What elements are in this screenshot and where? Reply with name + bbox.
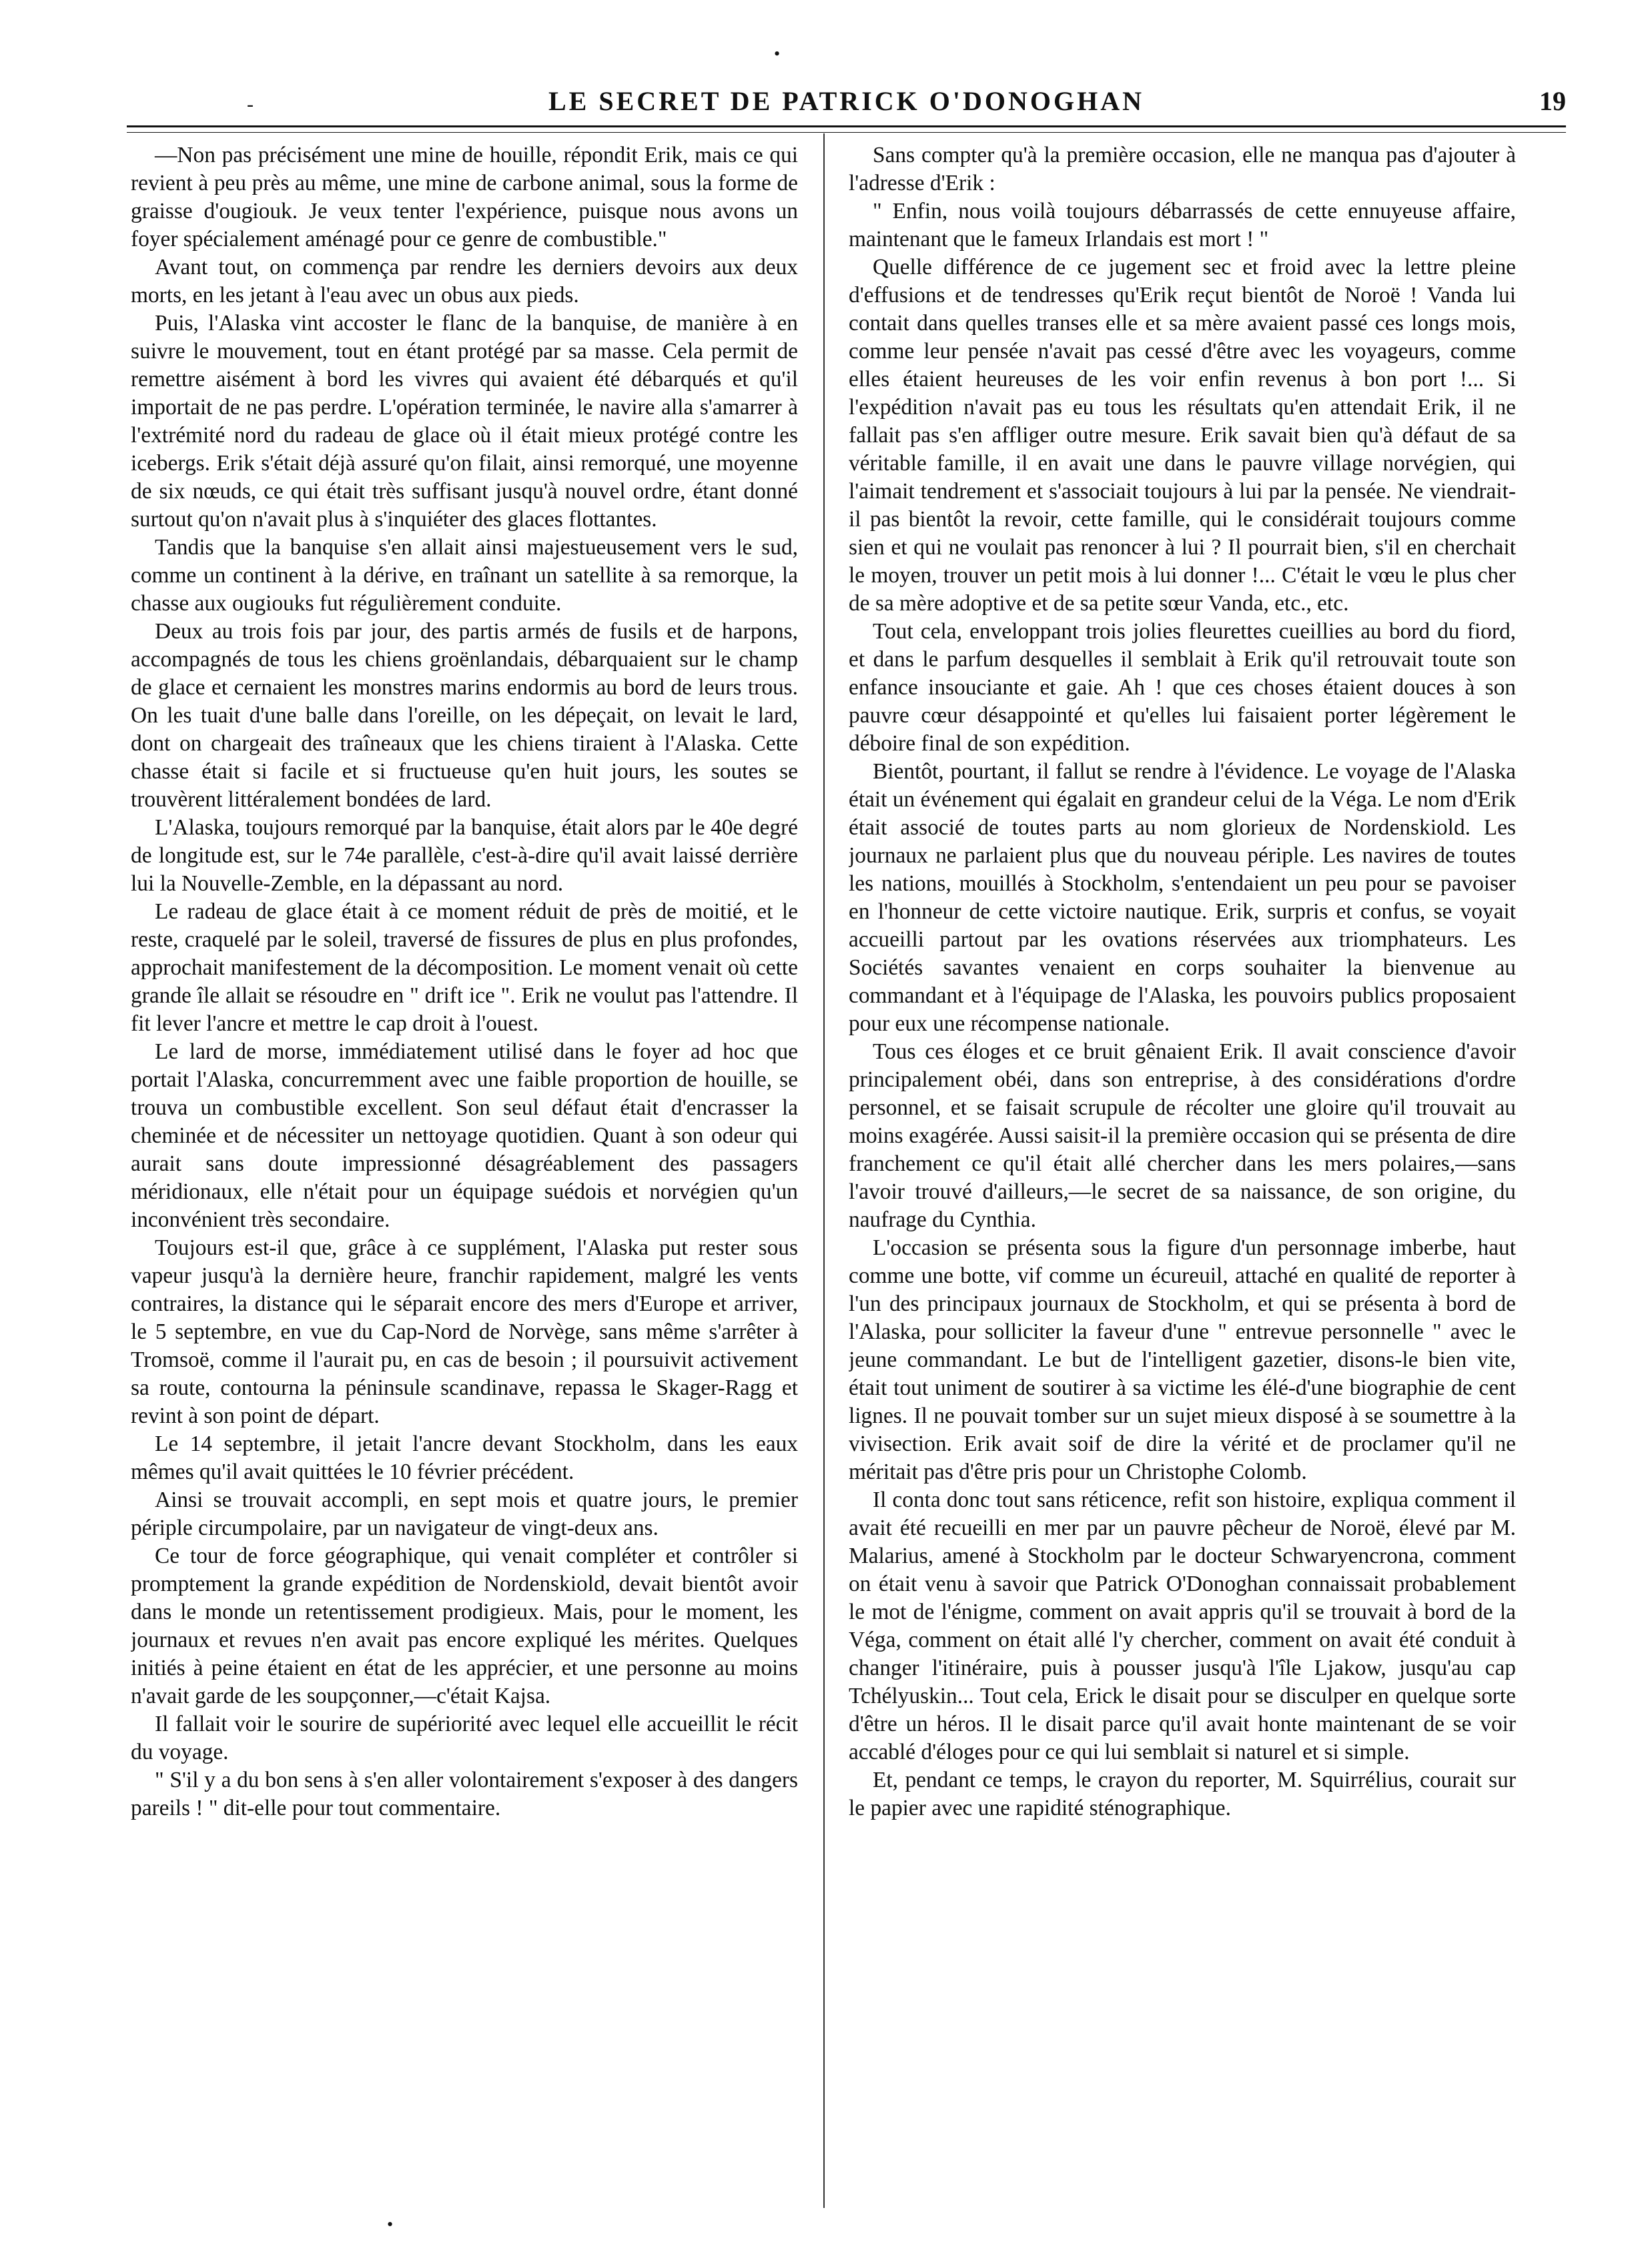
paragraph: L'Alaska, toujours remorqué par la banquise, était alors par le 40e degré de longitude est, sur le 74e parallèle, c'est-à-dire qu'il avait laissé derrière lui la Nouvelle-Zemble, en la dépassant au nord. (131, 815, 798, 896)
header-rule-thick (127, 125, 1566, 127)
paragraph: " S'il y a du bon sens à s'en aller volontairement s'exposer à des dangers pareils ! " dit-elle pour tout commentaire. (131, 1768, 798, 1820)
paragraph: Quelle différence de ce jugement sec et froid avec la lettre pleine d'effusions et de tendresses qu'Erik reçut bientôt de Noroë ! Vanda lui contait dans quelles transes elle et sa mère avaient passé ces longs mois, comme leur pensée n'avait pas cessé d'être avec les voyageurs, comme elles étaient heureuses de les voir enfin revenus à bon port !... Si l'expédition n'avait pas eu tous les résultats qu'en attendait Erik, il ne fallait pas s'en affliger outre mesure. Erik savait bien qu'à défaut de sa véritable famille, il en avait une dans le pauvre village norvégien, qui l'aimait tendrement et s'associait toujours à lui par la pensée. Ne viendrait-il pas bientôt la revoir, cette famille, qui le considérait toujours comme sien et qui ne voulait pas renoncer à lui ? Il pourrait bien, s'il en cherchait le moyen, trouver un petit mois à lui donner !... C'était le vœu le plus cher de sa mère adoptive et de sa petite sœur Vanda, etc., etc. (849, 255, 1516, 616)
paragraph: Ce tour de force géographique, qui venait compléter et contrôler si promptement la grande expédition de Nordenskiold, devait bientôt avoir dans le monde un retentissement prodigieux. Mais, pour le moment, les journaux et revues n'en avait pas encore expliqué les mérites. Quelques initiés à peine étaient en état de les apprécier, et une personne au moins n'avait garde de les soupçonner,—c'était Kajsa. (131, 1544, 798, 1708)
print-speck: • (387, 2215, 394, 2234)
page-number: 19 (1539, 86, 1566, 116)
paragraph: " Enfin, nous voilà toujours débarrassés de cette ennuyeuse affaire, maintenant que le fameux Irlandais est mort ! " (849, 199, 1516, 251)
paragraph: Le 14 septembre, il jetait l'ancre devant Stockholm, dans les eaux mêmes qu'il avait quittées le 10 février précédent. (131, 1432, 798, 1484)
paragraph: Tandis que la banquise s'en allait ainsi majestueusement vers le sud, comme un continent à la dérive, en traînant un satellite à sa remorque, la chasse aux ougiouks fut régulièrement conduite. (131, 535, 798, 616)
running-title: LE SECRET DE PATRICK O'DONOGHAN (548, 86, 1144, 116)
page-header (127, 85, 1566, 127)
left-column (131, 141, 798, 2203)
paragraph: Toujours est-il que, grâce à ce supplément, l'Alaska put rester sous vapeur jusqu'à la dernière heure, franchir rapidement, malgré les vents contraires, la distance qui le séparait encore des mers d'Europe et arriver, le 5 septembre, en vue du Cap-Nord de Norvège, sans même s'arrêter à Tromsoë, comme il l'aurait pu, en cas de besoin ; il poursuivit activement sa route, contourna la péninsule scandinave, repassa le Skager-Ragg et revint à son point de départ. (131, 1235, 798, 1428)
paragraph: Le radeau de glace était à ce moment réduit de près de moitié, et le reste, craquelé par le soleil, traversé de fissures de plus en plus profondes, approchait manifestement de la décomposition. Le moment venait où cette grande île allait se résoudre en " drift ice ". Erik ne voulut pas l'attendre. Il fit lever l'ancre et mettre le cap droit à l'ouest. (131, 899, 798, 1036)
paragraph: Ainsi se trouvait accompli, en sept mois et quatre jours, le premier périple circumpolaire, par un navigateur de vingt-deux ans. (131, 1488, 798, 1540)
paragraph: Deux au trois fois par jour, des partis armés de fusils et de harpons, accompagnés de tous les chiens groënlandais, débarquaient sur le champ de glace et cernaient les monstres marins endormis au bord de leurs trous. On les tuait d'une balle dans l'oreille, on les dépeçait, on levait le lard, dont on chargeait des traîneaux que les chiens tiraient à l'Alaska. Cette chasse était si facile et si fructueuse qu'en huit jours, les soutes se trouvèrent littéralement bondées de lard. (131, 619, 798, 812)
print-speck: • (774, 44, 781, 63)
paragraph: Puis, l'Alaska vint accoster le flanc de la banquise, de manière à en suivre le mouvement, tout en étant protégé par sa masse. Cela permit de remettre aisément à bord les vivres qui avaient été débarqués et qu'il importait de ne pas perdre. L'opération terminée, le navire alla s'amarrer à l'extrémité nord du radeau de glace où il était mieux protégé contre les icebergs. Erik s'était déjà assuré qu'on filait, ainsi remorqué, une moyenne de six nœuds, ce qui était très suffisant jusqu'à nouvel ordre, étant donné surtout qu'on n'avait plus à s'inquiéter des glaces flottantes. (131, 311, 798, 532)
paragraph: Il conta donc tout sans réticence, refit son histoire, expliqua comment il avait été recueilli en mer par un pauvre pêcheur de Noroë, élevé par M. Malarius, amené à Stockholm par le docteur Schwaryencrona, comment on était venu à savoir que Patrick O'Donoghan connaissait probablement le mot de l'énigme, comment on avait appris qu'il se trouvait à bord de la Véga, comment on était allé l'y chercher, comment on avait été conduit à changer l'itinéraire, puis à pousser jusqu'à l'île Ljakow, jusqu'au cap Tchélyuskin... Tout cela, Erick le disait pour se disculper en quelque sorte d'être un héros. Il le disait parce qu'il avait honte maintenant de se voir accablé d'éloges pour ce qui lui semblait si naturel et si simple. (849, 1488, 1516, 1764)
paragraph: —Non pas précisément une mine de houille, répondit Erik, mais ce qui revient à peu près au même, une mine de carbone animal, sous la forme de graisse d'ougiouk. Je veux tenter l'expérience, puisque nous avons un foyer spécialement aménagé pour ce genre de combustible." (131, 143, 798, 251)
paragraph: Et, pendant ce temps, le crayon du reporter, M. Squirrélius, courait sur le papier avec une rapidité sténographique. (849, 1768, 1516, 1820)
header-dash: - (247, 93, 254, 115)
paragraph: Tout cela, enveloppant trois jolies fleurettes cueillies au bord du fiord, et dans le parfum desquelles il semblait à Erik qu'il retrouvait toute son enfance insouciante et gaie. Ah ! que ces choses étaient douces à son pauvre cœur désappointé et qu'elles lui faisaient porter légèrement le déboire final de son expédition. (849, 619, 1516, 756)
header-rule-thin (127, 132, 1566, 133)
right-column (849, 141, 1516, 2203)
paragraph: Le lard de morse, immédiatement utilisé dans le foyer ad hoc que portait l'Alaska, concurremment avec une faible proportion de houille, se trouva un combustible excellent. Son seul défaut était d'encrasser la cheminée et de nécessiter un nettoyage quotidien. Quant à son odeur qui aurait sans doute impressionné désagréablement des passagers méridionaux, elle n'était pour un équipage suédois et norvégien qu'un inconvénient très secondaire. (131, 1039, 798, 1232)
paragraph: Il fallait voir le sourire de supériorité avec lequel elle accueillit le récit du voyage. (131, 1712, 798, 1764)
paragraph: Tous ces éloges et ce bruit gênaient Erik. Il avait conscience d'avoir principalement obéi, dans son entreprise, à des considérations d'ordre personnel, et se faisait scrupule de récolter une gloire qu'il trouvait au moins exagérée. Aussi saisit-il la première occasion qui se présenta de dire franchement ce qu'il était allé chercher dans les mers polaires,—sans l'avoir trouvé d'ailleurs,—le secret de sa naissance, de son origine, du naufrage du Cynthia. (849, 1039, 1516, 1232)
paragraph: L'occasion se présenta sous la figure d'un personnage imberbe, haut comme une botte, vif comme un écureuil, attaché en qualité de reporter à l'un des principaux journaux de Stockholm, et qui se présenta à bord de l'Alaska, pour solliciter la faveur d'une " entrevue personnelle " avec le jeune commandant. Le but de l'intelligent gazetier, disons-le bien vite, était tout uniment de soutirer à sa victime les élé-d'une biographie de cent lignes. Il ne pouvait tomber sur un sujet mieux disposé à se soumettre à la vivisection. Erik avait soif de dire la vérité et de proclamer qu'il ne méritait pas d'être pris pour un Christophe Colomb. (849, 1235, 1516, 1484)
column-divider (823, 133, 825, 2208)
paragraph: Avant tout, on commença par rendre les derniers devoirs aux deux morts, en les jetant à l'eau avec un obus aux pieds. (131, 255, 798, 308)
paragraph: Bientôt, pourtant, il fallut se rendre à l'évidence. Le voyage de l'Alaska était un événement qui égalait en grandeur celui de la Véga. Le nom d'Erik était associé de toutes parts au nom glorieux de Nordenskiold. Les journaux ne parlaient plus que du nouveau périple. Les navires de toutes les nations, mouillés à Stockholm, s'entendaient un peu pour se pavoiser en l'honneur de cette victoire nautique. Erik, surpris et confus, se voyait accueilli partout par les ovations réservées aux triomphateurs. Les Sociétés savantes venaient en corps souhaiter la bienvenue au commandant et à l'équipage de l'Alaska, les pouvoirs publics proposaient pour eux une récompense nationale. (849, 759, 1516, 1036)
paragraph: Sans compter qu'à la première occasion, elle ne manqua pas d'ajouter à l'adresse d'Erik : (849, 143, 1516, 195)
